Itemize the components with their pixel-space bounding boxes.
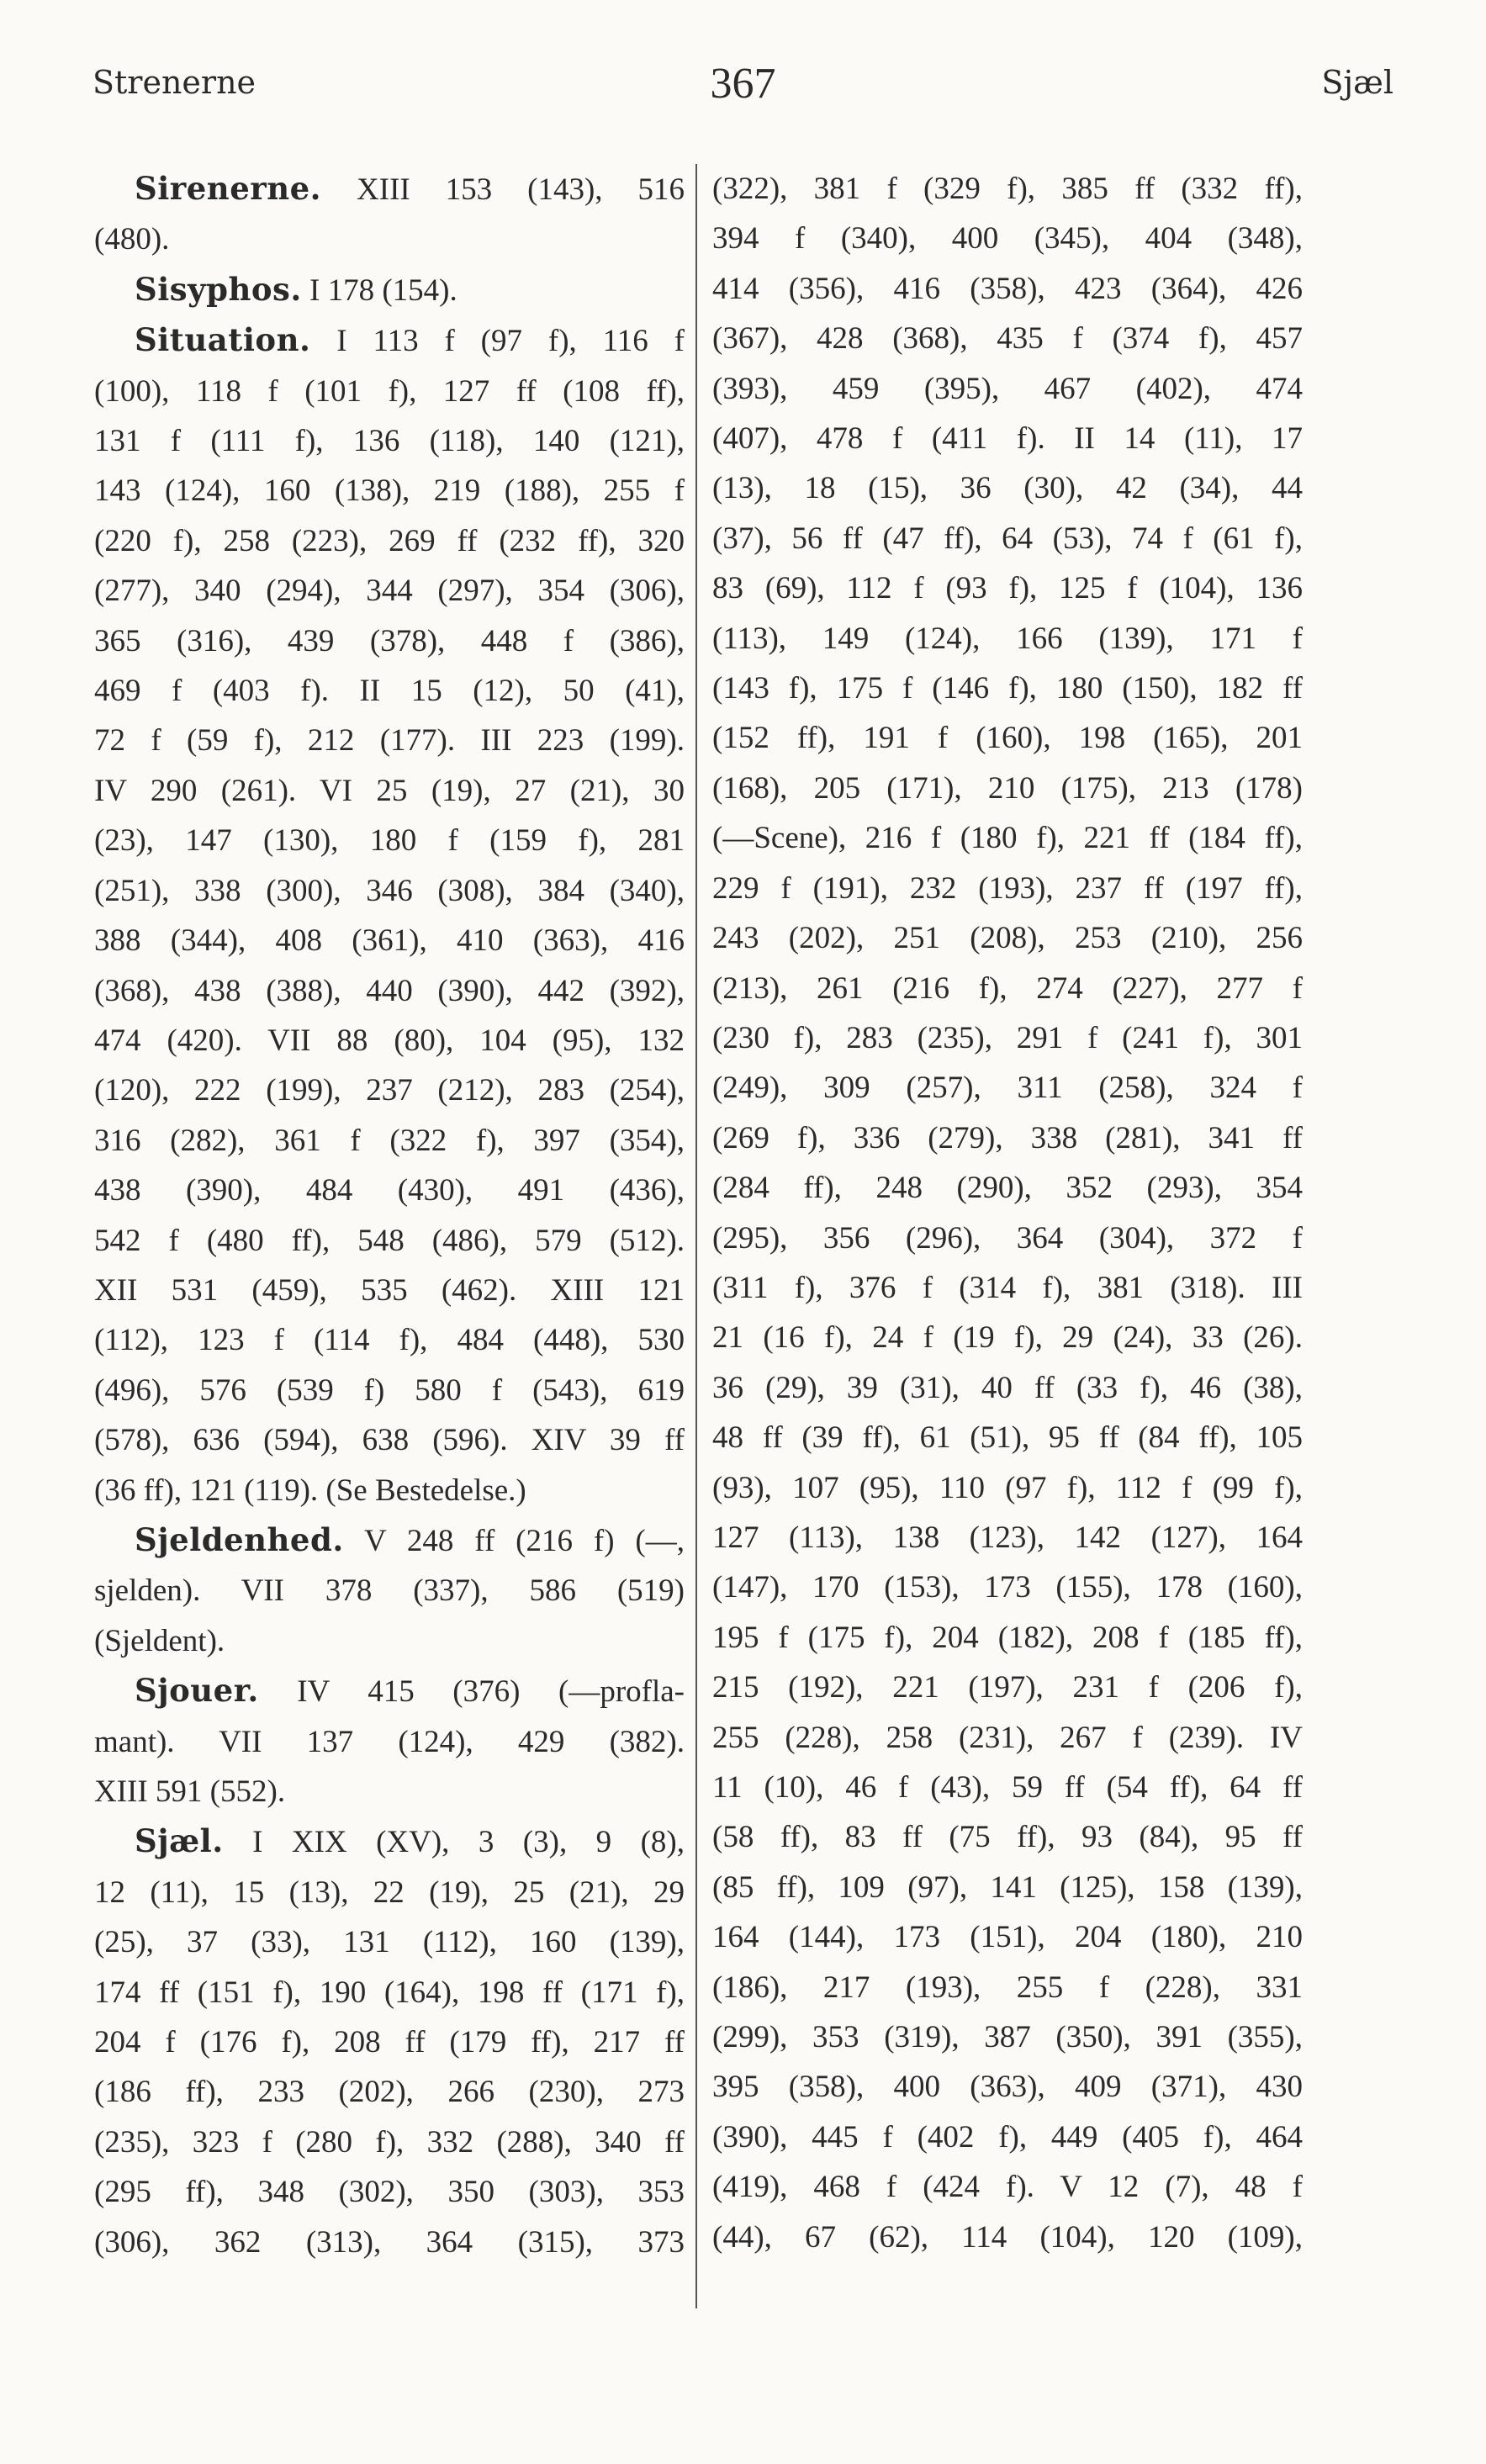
index-line: 542 f (480 ff), 548 (486), 579 (512).	[94, 1223, 685, 1258]
index-line: (480).	[94, 222, 170, 257]
index-line: 11 (10), 46 f (43), 59 ff (54 ff), 64 ff	[712, 1770, 1303, 1805]
index-line: (112), 123 f (114 f), 484 (448), 530	[94, 1323, 685, 1358]
index-line: 36 (29), 39 (31), 40 ff (33 f), 46 (38),	[712, 1370, 1303, 1405]
index-line: 243 (202), 251 (208), 253 (210), 256	[712, 921, 1303, 956]
index-line: (407), 478 f (411 f). II 14 (11), 17	[712, 421, 1303, 457]
index-line: sjelden). VII 378 (337), 586 (519)	[94, 1573, 685, 1609]
index-line: (269 f), 336 (279), 338 (281), 341 ff	[712, 1120, 1303, 1155]
index-entry-heading-line: Situation. I 113 f (97 f), 116 f	[135, 321, 685, 359]
index-line: (152 ff), 191 f (160), 198 (165), 201	[712, 721, 1303, 756]
index-line: 414 (356), 416 (358), 423 (364), 426	[712, 271, 1303, 306]
index-line: 438 (390), 484 (430), 491 (436),	[94, 1173, 685, 1208]
index-line: (186 ff), 233 (202), 266 (230), 273	[94, 2075, 685, 2110]
index-line: (249), 309 (257), 311 (258), 324 f	[712, 1071, 1303, 1106]
index-line: (578), 636 (594), 638 (596). XIV 39 ff	[94, 1423, 685, 1458]
index-line: 83 (69), 112 f (93 f), 125 f (104), 136	[712, 571, 1303, 606]
index-line: (23), 147 (130), 180 f (159 f), 281	[94, 823, 685, 859]
index-line: 164 (144), 173 (151), 204 (180), 210	[712, 1920, 1303, 1955]
index-line: (44), 67 (62), 114 (104), 120 (109),	[712, 2219, 1303, 2255]
index-line: 48 ff (39 ff), 61 (51), 95 ff (84 ff), 105	[712, 1420, 1303, 1456]
index-line: (306), 362 (313), 364 (315), 373	[94, 2224, 685, 2260]
index-line: 21 (16 f), 24 f (19 f), 29 (24), 33 (26).	[712, 1320, 1303, 1356]
index-headword: Sjouer.	[135, 1672, 259, 1710]
index-line: IV 290 (261). VI 25 (19), 27 (21), 30	[94, 773, 685, 808]
index-line: (186), 217 (193), 255 f (228), 331	[712, 1970, 1303, 2005]
index-headword: Sirenerne.	[135, 170, 322, 207]
index-line: (58 ff), 83 ff (75 ff), 93 (84), 95 ff	[712, 1820, 1303, 1855]
page-number: 367	[710, 60, 776, 108]
index-line: (36 ff), 121 (119). (Se Bestedelse.)	[94, 1473, 526, 1508]
running-head	[93, 59, 1393, 109]
index-line: (85 ff), 109 (97), 141 (125), 158 (139),	[712, 1869, 1303, 1905]
index-line: (—Scene), 216 f (180 f), 221 ff (184 ff),	[712, 821, 1303, 856]
index-line: 395 (358), 400 (363), 409 (371), 430	[712, 2070, 1303, 2105]
index-line: mant). VII 137 (124), 429 (382).	[94, 1724, 685, 1759]
index-line: (93), 107 (95), 110 (97 f), 112 f (99 f),	[712, 1470, 1303, 1505]
index-line: (368), 438 (388), 440 (390), 442 (392),	[94, 973, 685, 1008]
index-headword: Sisyphos.	[135, 270, 302, 308]
index-line: 204 f (176 f), 208 ff (179 ff), 217 ff	[94, 2025, 685, 2060]
index-line: (367), 428 (368), 435 f (374 f), 457	[712, 321, 1303, 357]
index-line: (230 f), 283 (235), 291 f (241 f), 301	[712, 1020, 1303, 1055]
index-line: 143 (124), 160 (138), 219 (188), 255 f	[94, 473, 685, 509]
column-divider	[695, 164, 697, 2308]
index-line: 469 f (403 f). II 15 (12), 50 (41),	[94, 674, 685, 709]
index-line: (220 f), 258 (223), 269 ff (232 ff), 320	[94, 523, 685, 558]
index-line: (Sjeldent).	[94, 1623, 225, 1658]
index-line: 229 f (191), 232 (193), 237 ff (197 ff),	[712, 870, 1303, 906]
index-line: 12 (11), 15 (13), 22 (19), 25 (21), 29	[94, 1874, 685, 1910]
left-column	[94, 164, 685, 2267]
index-columns	[94, 164, 1423, 2426]
index-entry-heading-line: Sisyphos. I 178 (154).	[135, 270, 457, 308]
index-line: (143 f), 175 f (146 f), 180 (150), 182 ff	[712, 671, 1303, 706]
index-entry-heading-line: Sirenerne. XIII 153 (143), 516	[135, 170, 685, 207]
index-line: (295), 356 (296), 364 (304), 372 f	[712, 1220, 1303, 1256]
index-line: (419), 468 f (424 f). V 12 (7), 48 f	[712, 2170, 1303, 2205]
right-column	[712, 164, 1303, 2262]
index-line: (251), 338 (300), 346 (308), 384 (340),	[94, 873, 685, 908]
index-line: 388 (344), 408 (361), 410 (363), 416	[94, 923, 685, 959]
index-line: (120), 222 (199), 237 (212), 283 (254),	[94, 1073, 685, 1108]
index-entry-heading-line: Sjeldenhed. V 248 ff (216 f) (—,	[135, 1520, 685, 1558]
index-entry-heading-line: Sjæl. I XIX (XV), 3 (3), 9 (8),	[135, 1822, 685, 1860]
index-headword: Situation.	[135, 321, 311, 359]
index-line: (13), 18 (15), 36 (30), 42 (34), 44	[712, 471, 1303, 506]
index-line: 127 (113), 138 (123), 142 (127), 164	[712, 1520, 1303, 1555]
index-line: 316 (282), 361 f (322 f), 397 (354),	[94, 1123, 685, 1158]
index-line: (168), 205 (171), 210 (175), 213 (178)	[712, 770, 1303, 806]
index-line: 174 ff (151 f), 190 (164), 198 ff (171 f),	[94, 1975, 685, 2010]
index-line: (37), 56 ff (47 ff), 64 (53), 74 f (61 f),	[712, 521, 1303, 556]
index-line: (277), 340 (294), 344 (297), 354 (306),	[94, 574, 685, 609]
index-line: (393), 459 (395), 467 (402), 474	[712, 371, 1303, 406]
running-head-right: Sjæl	[1321, 64, 1393, 101]
index-line: (213), 261 (216 f), 274 (227), 277 f	[712, 970, 1303, 1006]
index-line: 215 (192), 221 (197), 231 f (206 f),	[712, 1670, 1303, 1705]
running-head-left: Strenerne	[93, 64, 256, 101]
index-line: (147), 170 (153), 173 (155), 178 (160),	[712, 1570, 1303, 1605]
index-line: XIII 591 (552).	[94, 1774, 286, 1809]
index-line: (284 ff), 248 (290), 352 (293), 354	[712, 1171, 1303, 1206]
index-line: (322), 381 f (329 f), 385 ff (332 ff),	[712, 172, 1303, 206]
index-line: (100), 118 f (101 f), 127 ff (108 ff),	[94, 373, 685, 409]
index-line: (390), 445 f (402 f), 449 (405 f), 464	[712, 2119, 1303, 2155]
index-headword: Sjeldenhed.	[135, 1520, 344, 1558]
index-line: 474 (420). VII 88 (80), 104 (95), 132	[94, 1023, 685, 1058]
index-line: 255 (228), 258 (231), 267 f (239). IV	[712, 1720, 1303, 1755]
index-line: 72 f (59 f), 212 (177). III 223 (199).	[94, 723, 685, 759]
index-line: (295 ff), 348 (302), 350 (303), 353	[94, 2175, 685, 2210]
index-line: 365 (316), 439 (378), 448 f (386),	[94, 623, 685, 658]
index-line: 195 f (175 f), 204 (182), 208 f (185 ff),	[712, 1620, 1303, 1655]
index-headword: Sjæl.	[135, 1822, 224, 1860]
index-line: XII 531 (459), 535 (462). XIII 121	[94, 1272, 685, 1308]
index-line: (25), 37 (33), 131 (112), 160 (139),	[94, 1925, 685, 1960]
index-line: (299), 353 (319), 387 (350), 391 (355),	[712, 2020, 1303, 2055]
index-line: (496), 576 (539 f) 580 f (543), 619	[94, 1372, 685, 1408]
index-line: (113), 149 (124), 166 (139), 171 f	[712, 621, 1303, 656]
index-line: (235), 323 f (280 f), 332 (288), 340 ff	[94, 2124, 685, 2160]
index-line: 131 f (111 f), 136 (118), 140 (121),	[94, 424, 685, 459]
index-line: 394 f (340), 400 (345), 404 (348),	[712, 221, 1303, 256]
index-entry-heading-line: Sjouer. IV 415 (376) (—profla-	[135, 1672, 685, 1710]
index-line: (311 f), 376 f (314 f), 381 (318). III	[712, 1270, 1303, 1305]
